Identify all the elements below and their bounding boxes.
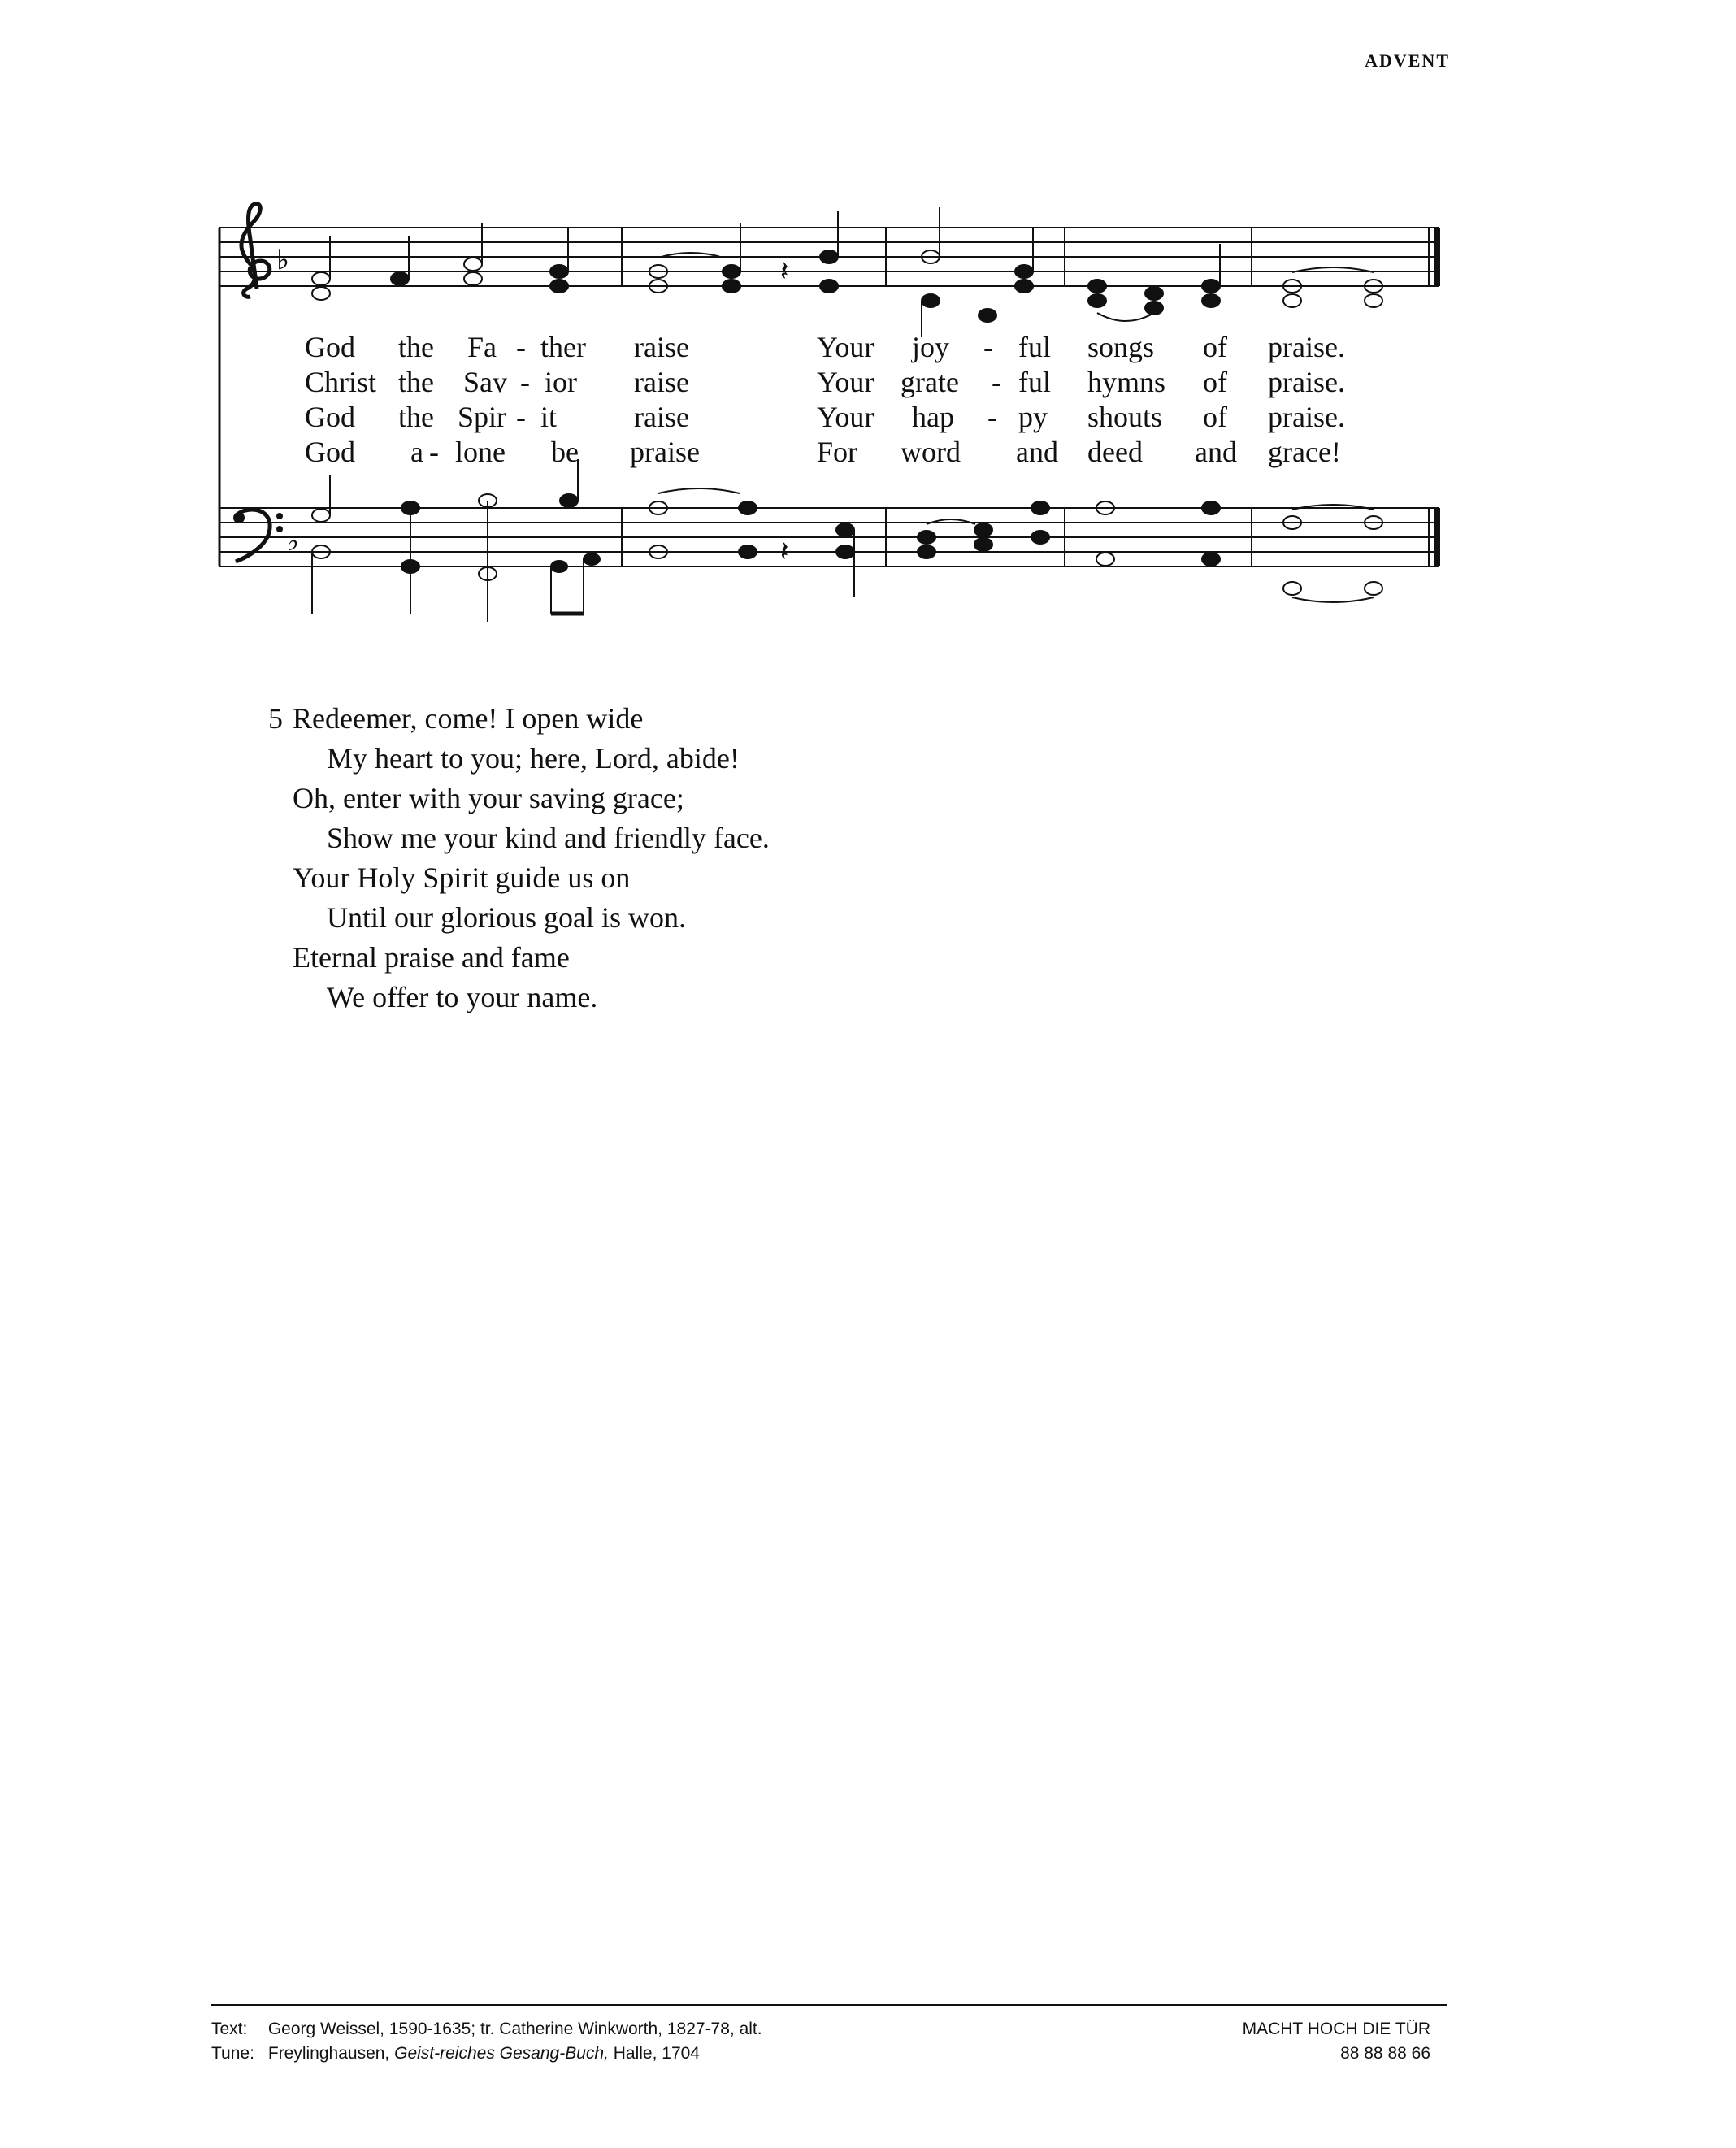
- lyric-row-1: God the Fa - ther raise Your joy - ful songs of praise.: [305, 331, 1345, 363]
- bass-clef-icon: [233, 510, 283, 562]
- stanza-line: My heart to you; here, Lord, abide!: [327, 742, 740, 775]
- text-credit: Text: Georg Weissel, 1590-1635; tr. Catherine Winkworth, 1827-78, alt.: [211, 2020, 762, 2038]
- stanza-line: Until our glorious goal is won.: [327, 901, 686, 934]
- tune-name: MACHT HOCH DIE TÜR: [1242, 2020, 1430, 2038]
- stanza-line: Eternal praise and fame: [293, 941, 570, 974]
- credits: [211, 2017, 762, 2066]
- stanza-5: [268, 699, 770, 1018]
- quarter-rest: 𝄽: [780, 255, 789, 288]
- bass-notes: [312, 459, 1382, 622]
- footer-divider: [211, 2004, 1447, 2006]
- stanza-line: Show me your kind and friendly face.: [327, 822, 770, 854]
- stanza-line: We offer to your name.: [327, 981, 598, 1013]
- lyric-row-2: Christ the Sav - ior raise Your grate - ful hymns of praise.: [305, 366, 1345, 398]
- stanza-line: Redeemer, come! I open wide: [293, 702, 644, 735]
- section-label: ADVENT: [1365, 50, 1450, 71]
- tune-credit: Tune: Freylinghausen, Geist-reiches Gesang-Buch, Halle, 1704: [211, 2044, 700, 2063]
- tune-info: [1243, 2017, 1430, 2066]
- tune-meter: 88 88 88 66: [1340, 2044, 1430, 2063]
- lyric-row-3: God the Spir - it raise Your hap - py shouts of praise.: [305, 401, 1345, 433]
- stanza-line: Oh, enter with your saving grace;: [293, 782, 684, 814]
- lyric-row-4: God a - lone be praise For word and deed and grace!: [305, 436, 1341, 468]
- treble-clef-icon: [241, 204, 270, 297]
- flat-key-signature-bass: ♭: [286, 525, 300, 558]
- flat-key-signature: ♭: [276, 244, 290, 276]
- hymn-score: [211, 191, 1447, 646]
- stanza-line: Your Holy Spirit guide us on: [293, 861, 631, 894]
- quarter-rest-bass: 𝄽: [780, 536, 789, 568]
- stanza-number: 5: [268, 702, 283, 735]
